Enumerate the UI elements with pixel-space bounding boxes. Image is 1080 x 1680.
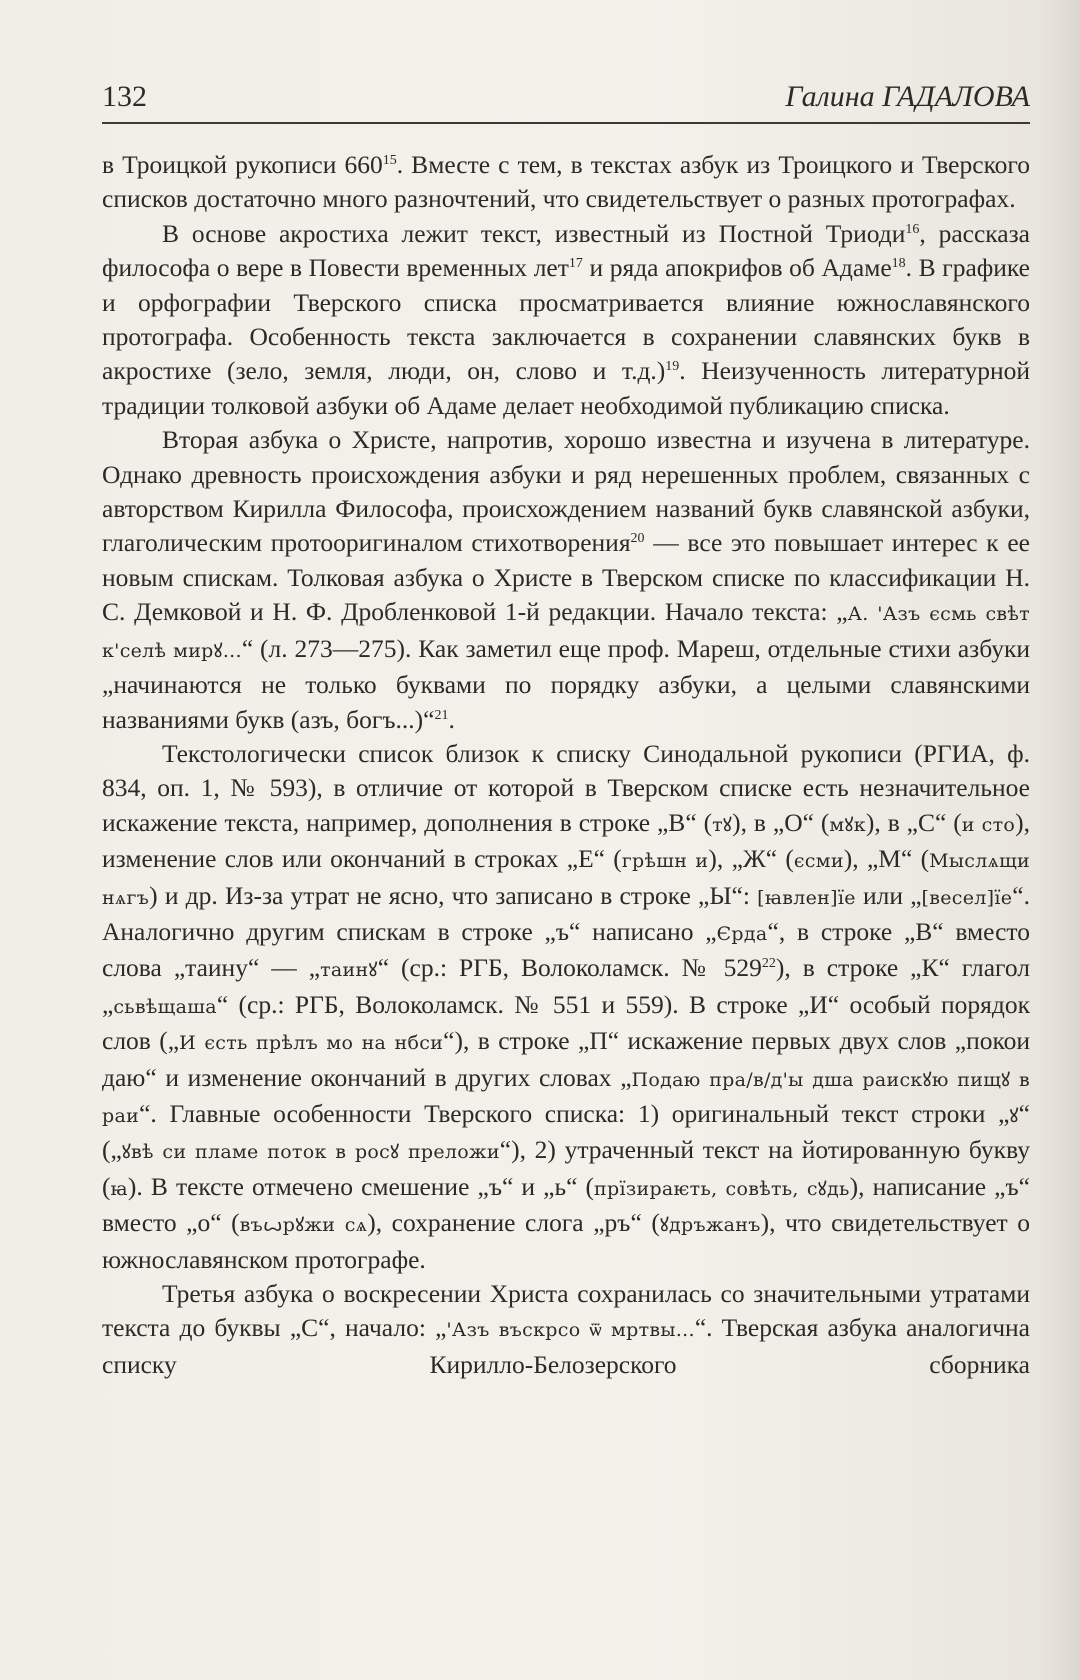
text-run: ), „Ж“ ( — [708, 844, 794, 874]
old-slavonic-quote: Мыслѧщи нѧгъ — [102, 850, 1031, 909]
text-run: или „ — [855, 880, 922, 910]
running-head: Галина ГАДАЛОВА — [785, 80, 1030, 113]
paragraph — [102, 217, 1030, 423]
old-slavonic-quote: грѣшн и — [621, 850, 709, 873]
footnote-ref[interactable]: 22 — [761, 956, 776, 972]
old-slavonic-quote: Єрда — [716, 922, 768, 945]
old-slavonic-quote: И єсть прѣлъ мо на нбси — [179, 1032, 444, 1055]
text-run: ). В тексте отмечено смешение „ъ“ и „ь“ ( — [127, 1171, 595, 1201]
old-slavonic-quote: Подаю пра/в/д'ы дша раискꙋю пищꙋ в раи — [102, 1068, 1030, 1127]
old-slavonic-quote: мꙋк — [829, 813, 866, 836]
text-run: Текстологически список близок к списку Синодальной рукописи (РГИА, ф. 834, оп. 1, № 593), в отличие от которой в Тверском списке есть незначительное искажение текста, например, дополнения в строке „В“ ( — [102, 738, 1030, 837]
page-number: 132 — [102, 80, 147, 113]
text-run: ), „М“ ( — [843, 844, 930, 874]
old-slavonic-quote: [весел]їе — [921, 886, 1013, 909]
footnote-ref[interactable]: 17 — [568, 256, 583, 272]
text-run: ) и др. Из-за утрат не ясно, что записано в строке „Ы“: — [149, 880, 758, 910]
text-run: “, в строке „В“ вместо слова „таину“ — „ — [102, 916, 1030, 983]
text-run: “), 2) утраченный текст на йотированную букву ( — [102, 1135, 1030, 1201]
text-run: “. Тверская азбука аналогична списку Кирилло-Белозерского сборника — [102, 1313, 1030, 1379]
text-run: “ (ср.: РГБ, Волоколамск. № 529 — [377, 953, 762, 983]
footnote-ref[interactable]: 16 — [905, 221, 920, 237]
text-run: — все это повышает интерес к ее новым спискам. Толковая азбука о Христе в Тверском списке по классификации Н. С. Демковой и Н. Ф. Дробленковой 1-й редакции. Начало текста: „ — [102, 528, 1030, 627]
text-run: “ („ — [102, 1098, 1030, 1165]
footnote-ref[interactable]: 15 — [382, 153, 397, 168]
text-run: . Вместе с тем, в текстах азбук из Троицкого и Тверского списков достаточно много разночтений, что свидетельствует о разных протографах. — [102, 150, 1030, 214]
text-run: . — [448, 704, 455, 734]
text-run: Третья азбука о воскресении Христа сохранилась со значительными утратами текста до буквы „С“, начало: „ — [102, 1279, 1030, 1343]
text-run: “. Главные особенности Тверского списка: 1) оригинальный текст строки „ — [139, 1098, 1010, 1128]
text-run: и ряда апокрифов об Адаме — [582, 253, 892, 283]
text-run: ), написание „ъ“ вместо „о“ ( — [102, 1171, 1030, 1238]
footnote-ref[interactable]: 20 — [630, 531, 645, 547]
old-slavonic-quote: [ꙗвлен]їе — [757, 886, 856, 909]
text-run: “. Аналогично другим спискам в строке „ъ“ написано „ — [102, 880, 1030, 946]
text-run: В основе акростиха лежит текст, известный из Постной Триоди — [162, 218, 906, 248]
text-run: ), в строке „К“ глагол „ — [102, 953, 1030, 1019]
footnote-ref[interactable]: 21 — [434, 707, 449, 723]
text-run: ), что свидетельствует о южнославянском протографе. — [102, 1208, 1031, 1274]
text-run: ), сохранение слога „ръ“ ( — [367, 1208, 660, 1238]
old-slavonic-quote: сьвѣщаша — [113, 995, 217, 1018]
old-slavonic-quote: ꙋвѣ си пламе поток в росꙋ преложи — [121, 1141, 500, 1164]
text-run: “ (л. 273—275). Как заметил еще проф. Мареш, отдельные стихи азбуки „начинаются не только буквами по порядку азбуки, а целыми славянскими названиями букв (азъ, богъ...)“ — [102, 633, 1030, 734]
old-slavonic-quote: въꙍрꙋжи сѧ — [239, 1214, 368, 1237]
old-slavonic-quote: єсми — [793, 850, 844, 873]
text-run: “), в строке „П“ искажение первых двух слов „покои даю“ и изменение окончаний в других словах „ — [102, 1026, 1030, 1092]
text-run: ), в „С“ ( — [865, 807, 962, 837]
old-slavonic-quote: ꙗ — [110, 1177, 128, 1200]
old-slavonic-quote: ꙋ — [1009, 1104, 1019, 1127]
text-run: ), в „О“ ( — [732, 807, 830, 837]
header-rule — [102, 122, 1030, 124]
footnote-ref[interactable]: 18 — [891, 256, 906, 272]
paragraph — [102, 423, 1030, 737]
page-header — [102, 80, 1030, 120]
old-slavonic-quote: 'Азъ въскрсо ѿ мртвы... — [446, 1319, 695, 1342]
old-slavonic-quote: прїзираѥть, совѣть, сꙋдь — [594, 1177, 850, 1200]
text-run: . Неизученность литературной традиции толковой азбуки об Адаме делает необходимой публикацию списка. — [102, 356, 1031, 420]
text-run: в Троицкой рукописи 660 — [102, 150, 383, 179]
old-slavonic-quote: ꙋдръжанъ — [659, 1214, 761, 1237]
paragraph — [102, 1277, 1030, 1382]
text-run: . В графике и орфографии Тверского списка просматривается влияние южнославянского протографа. Особенность текста заключается в сохранении славянских букв в акростихе (зело, земля, люди, он, слово и т.д.) — [102, 253, 1031, 386]
paragraph — [102, 737, 1030, 1277]
text-run: , рассказа философа о вере в Повести временных лет — [102, 218, 1030, 283]
old-slavonic-quote: таинꙋ — [320, 959, 378, 982]
footnote-ref[interactable]: 19 — [665, 359, 680, 375]
old-slavonic-quote: А. 'Азъ єсмь свѣт к'селѣ мирꙋ... — [102, 603, 1030, 662]
text-run: “ (ср.: РГБ, Волоколамск. № 551 и 559). В строке „И“ особый порядок слов („ — [102, 989, 1030, 1056]
old-slavonic-quote: тꙋ — [712, 813, 733, 836]
text-run: ), изменение слов или окончаний в строках „Е“ ( — [102, 807, 1031, 874]
old-slavonic-quote: и сто — [961, 813, 1016, 836]
text-run: Вторая азбука о Христе, напротив, хорошо известна и изучена в литературе. Однако древность происхождения азбуки и ряд нерешенных проблем, связанных с авторством Кирилла Философа, происхождением названий букв славянской азбуки, глаголическим протооригиналом стихотворения — [102, 425, 1030, 558]
body-text — [102, 148, 1030, 1382]
paragraph — [102, 148, 1030, 217]
